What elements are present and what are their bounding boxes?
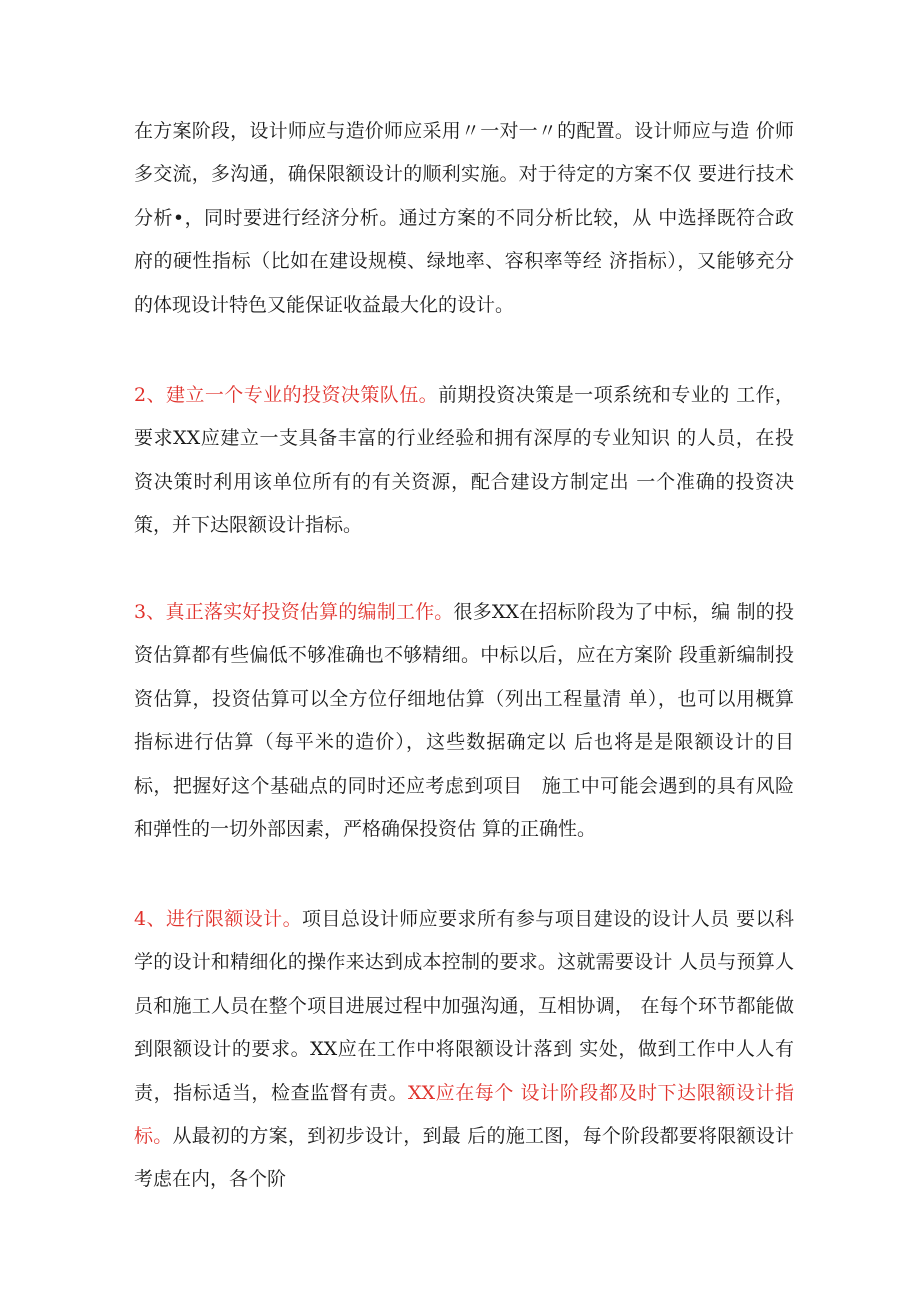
section-heading-4: 4、进行限额设计。 bbox=[134, 908, 303, 930]
paragraph-text: 在方案阶段，设计师应与造价师应采用〃一对一〃的配置。设计师应与造 价师多交流，多沟通，确保限额设计的顺利实施。对于待定的方案不仅 要进行技术分析•，同时要进行经济分析。通过方案的不同分析比较，从 中选择既符合政府的硬性指标（比如在建设规模、绿地率、容积率等经 济指标），又能够充分的体现设计特色又能保证收益最大化的设计。 bbox=[134, 120, 794, 316]
section-heading-3: 3、真正落实好投资估算的编制工作。 bbox=[134, 601, 454, 623]
paragraph-quota-design bbox=[134, 898, 794, 1202]
paragraph-text: 前期投资决策是一项系统和专业的 工作，要求XX应建立一支具备丰富的行业经验和拥有深厚的专业知识 的人员，在投资决策时利用该单位所有的有关资源，配合建设方制定出 一个准确的投资决策，并下达限额设计指标。 bbox=[134, 384, 795, 537]
paragraph-scheme-stage bbox=[134, 110, 794, 327]
paragraph-text: 项目总设计师应要求所有参与项目建设的设计人员 要以科学的设计和精细化的操作来达到成本控制的要求。这就需要设计 人员与预算人员和施工人员在整个项目进展过程中加强沟通，互相协调， 在每个环节都能做到限额设计的要求。XX应在工作中将限额设计落到 实处，做到工作中人人有责，指标适当，检查监督有责。 bbox=[134, 908, 794, 1104]
section-heading-2: 2、建立一个专业的投资决策队伍。 bbox=[134, 384, 439, 406]
paragraph-text: 很多XX在招标阶段为了中标，编 制的投资估算都有些偏低不够准确也不够精细。中标以后，应在方案阶 段重新编制投资估算，投资估算可以全方位仔细地估算（列出工程量清 单），也可以用概算指标进行估算（每平米的造价），这些数据确定以 后也将是是限额设计的目标，把握好这个基础点的同时还应考虑到项目 施工中可能会遇到的具有风险和弹性的一切外部因素，严格确保投资估 算的正确性。 bbox=[134, 601, 794, 841]
paragraph-investment-team bbox=[134, 374, 794, 548]
paragraph-investment-estimate bbox=[134, 591, 794, 851]
paragraph-text: 从最初的方案，到初步设计，到最 后的施工图，每个阶段都要将限额设计考虑在内，各个阶 bbox=[134, 1125, 794, 1191]
highlighted-sentence: XX应在每个 设计阶段都及时下达限额设计指标。 bbox=[134, 1081, 794, 1148]
